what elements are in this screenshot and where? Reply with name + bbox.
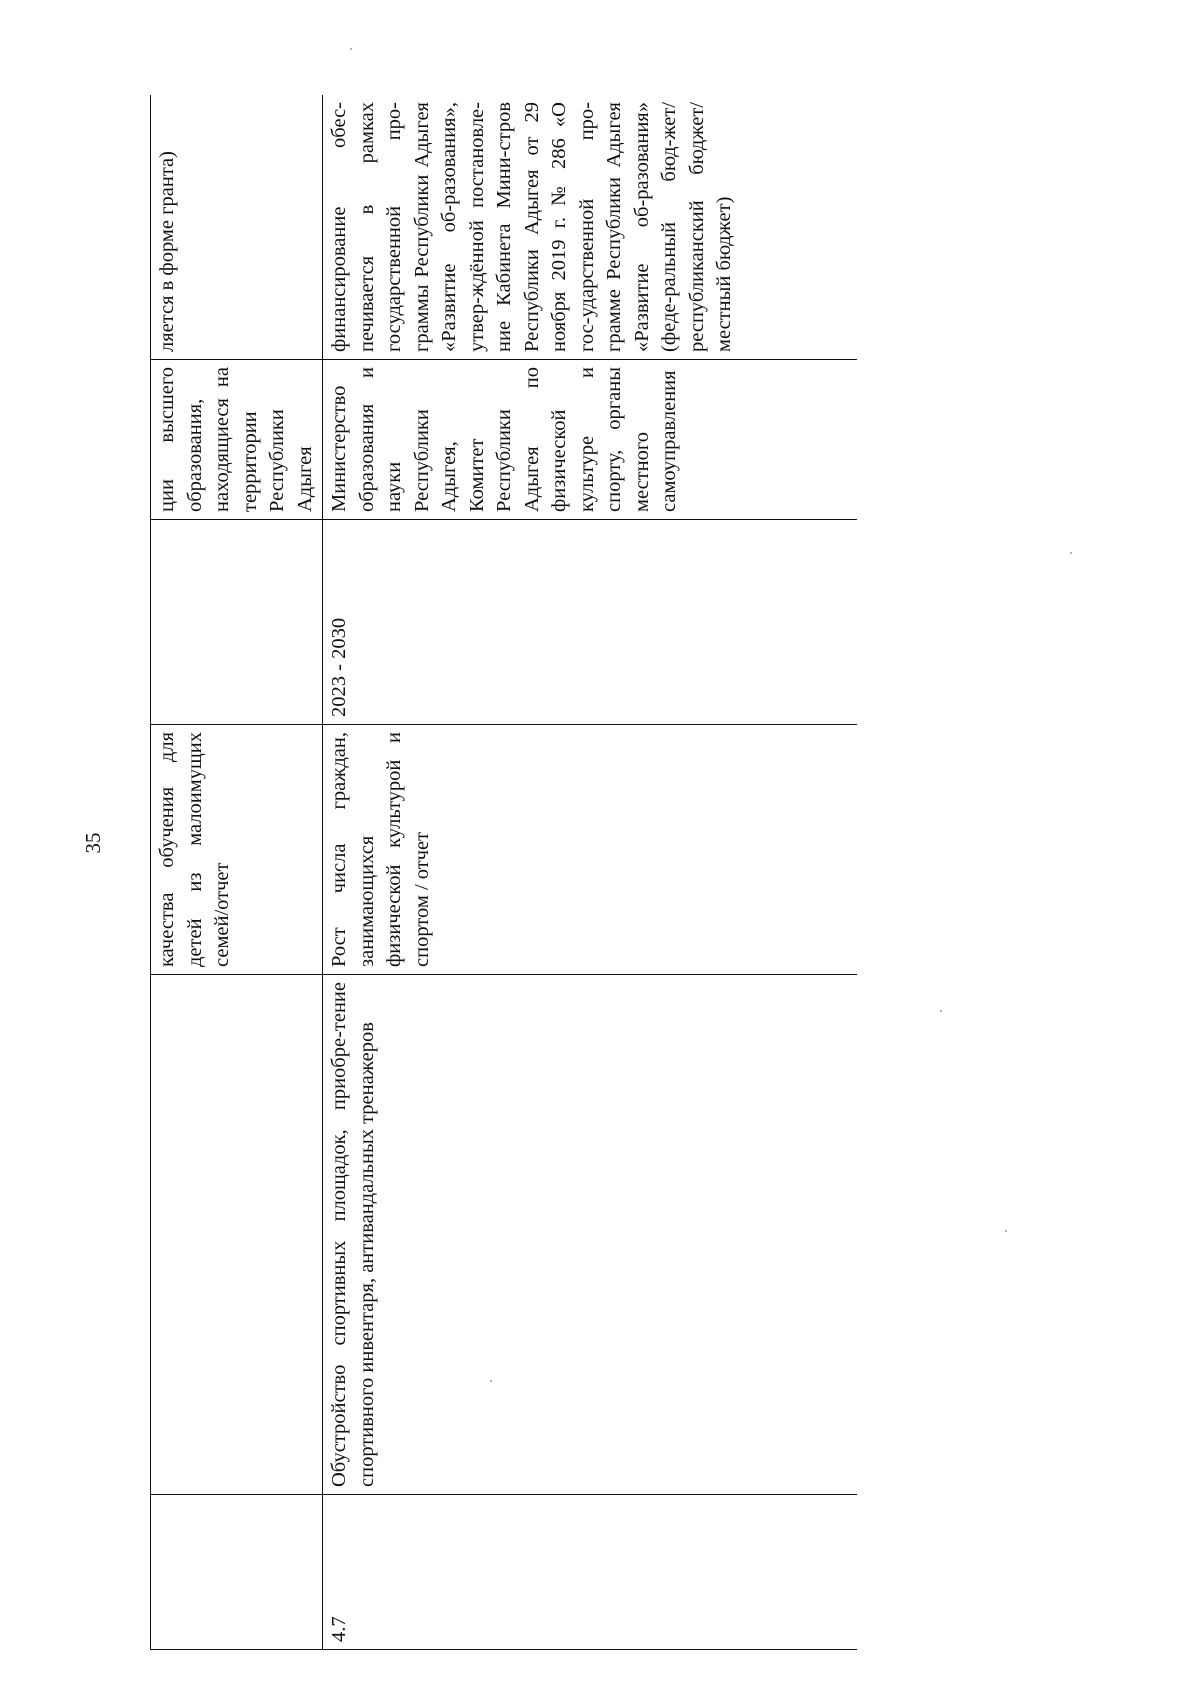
cell-funding: ляется в форме гранта) [151, 95, 323, 360]
cell-number [151, 1495, 323, 1650]
cell-result: качества обучения для детей из малоимущих семей/отчет [151, 725, 323, 975]
cell-period [151, 520, 323, 725]
cell-executors: Министерство образования и науки Республики Адыгея, Комитет Республики Адыгея по физической культуре и спорту, органы местного самоуправления [323, 360, 858, 520]
scan-speck [350, 48, 352, 50]
cell-measure: Обустройство спортивных площадок, приобре-тение спортивного инвентаря, антивандальных тренажеров [323, 975, 858, 1495]
scan-speck [490, 1380, 492, 1382]
measures-table [150, 95, 857, 1650]
scan-speck [1005, 1230, 1007, 1232]
cell-funding: финансирование обес-печивается в рамках государственной про-граммы Республики Адыгея «Развитие об-разования», утвер-ждённой постановле-ние Кабинета Мини-стров Республики Адыгея от 29 ноября 2019 г. № 286 «О гос-ударственной про-грамме Республики Адыгея «Развитие об-разования» (феде-ральный бюд-жет/республиканский бюджет/местный бюджет) [323, 95, 858, 360]
table-row-continuation [151, 95, 323, 1650]
cell-measure [151, 975, 323, 1495]
table-row-4-7 [323, 95, 858, 1650]
scan-speck [1070, 552, 1072, 554]
page-number: 35 [81, 832, 105, 854]
scan-speck [940, 1010, 942, 1012]
rotated-table-area [150, 95, 857, 1650]
rotated-landscape-page [150, 95, 857, 1650]
cell-period: 2023 - 2030 [323, 520, 858, 725]
cell-number: 4.7 [323, 1495, 858, 1650]
cell-executors: ции высшего образования, находящиеся на территории Республики Адыгея [151, 360, 323, 520]
cell-result: Рост числа граждан, занимающихся физической культурой и спортом / отчет [323, 725, 858, 975]
